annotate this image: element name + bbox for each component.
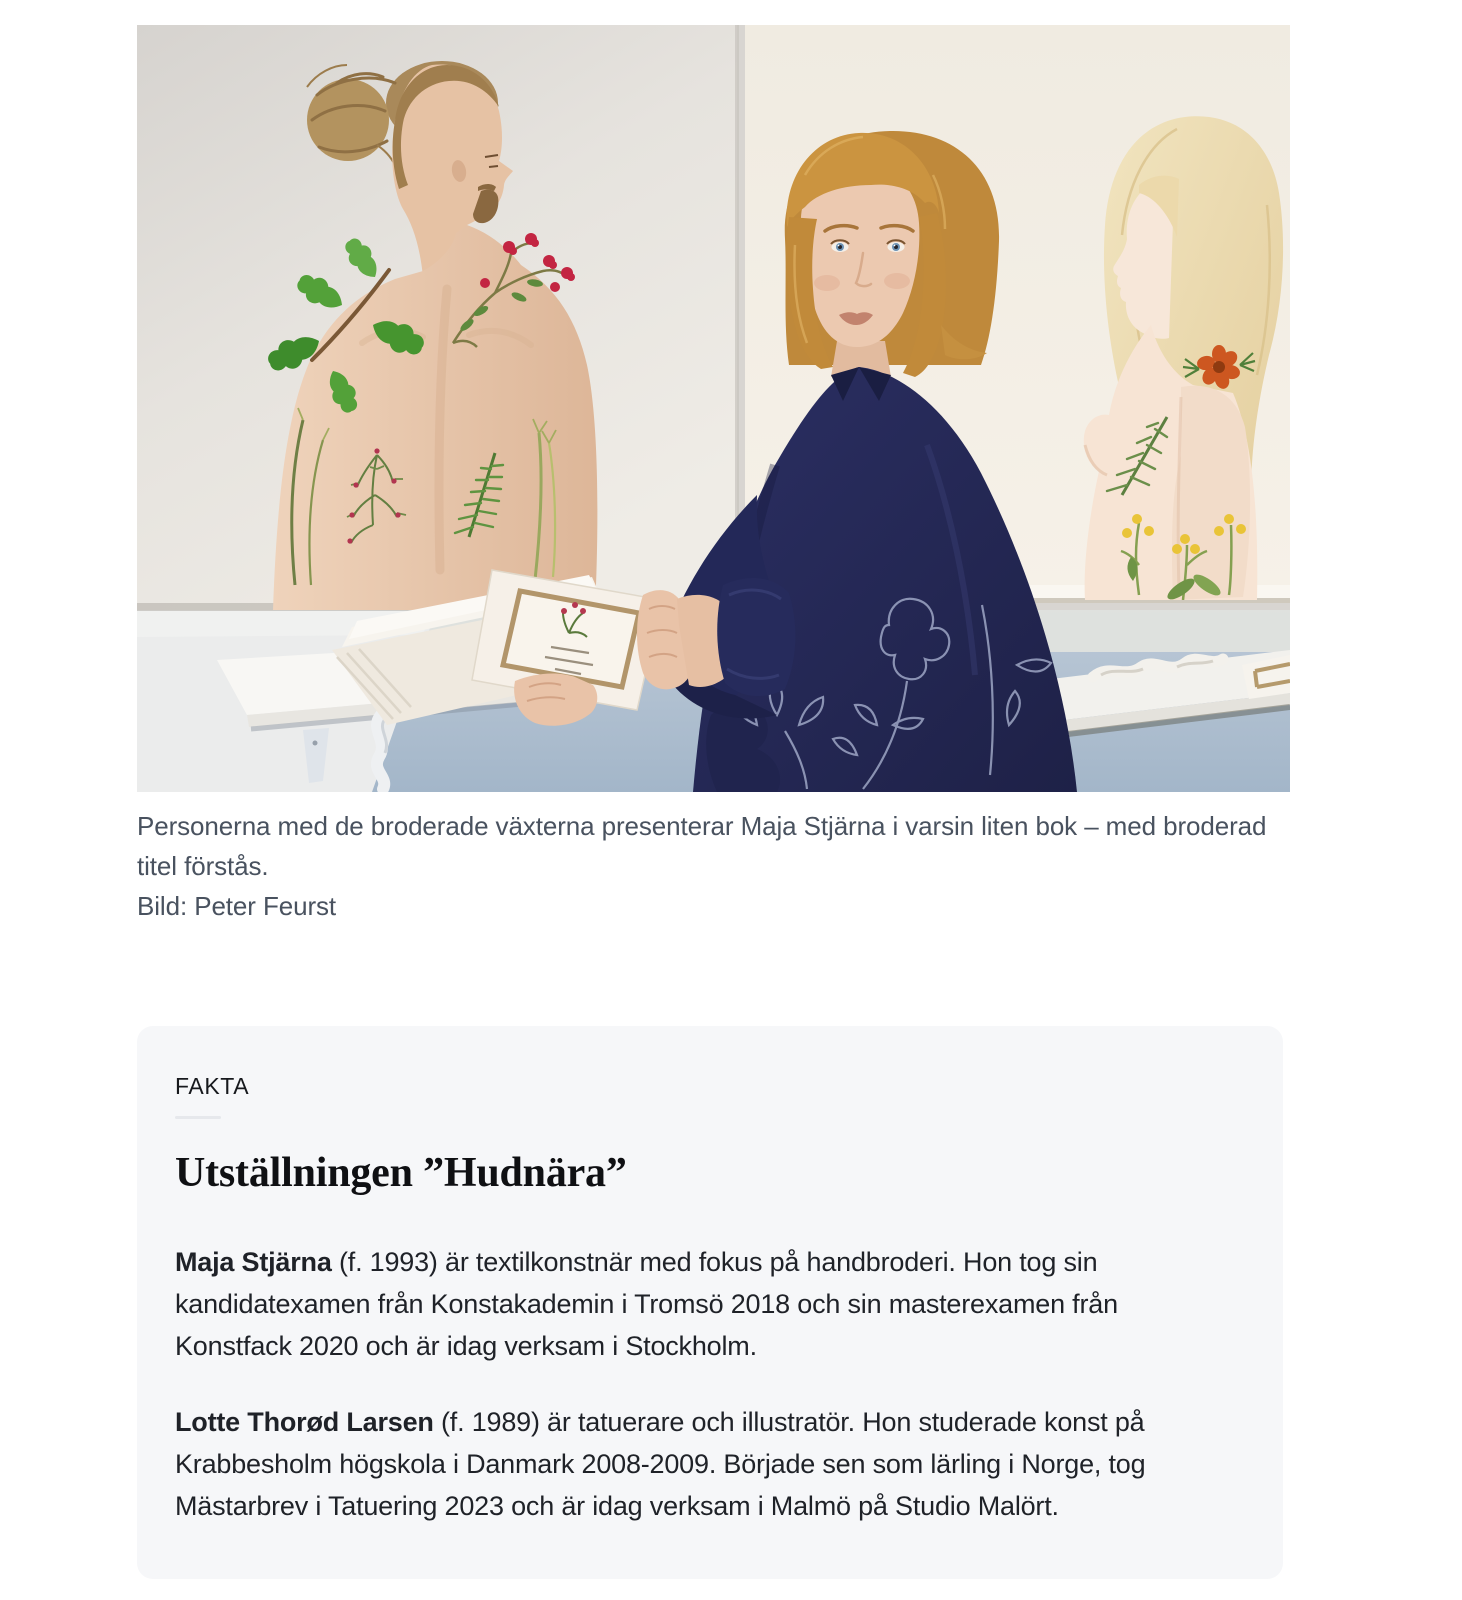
photo-caption: Personerna med de broderade växterna presenterar Maja Stjärna i varsin liten bok – med broderad titel förstås. <box>137 811 1267 881</box>
factbox-kicker: FAKTA <box>175 1073 250 1099</box>
photo-caption-block <box>137 806 1290 926</box>
factbox-paragraph <box>175 1401 1231 1527</box>
article-content <box>137 25 1290 1579</box>
factbox-paragraph-lead: Maja Stjärna <box>175 1247 332 1277</box>
article-figure <box>137 25 1290 926</box>
factbox-title: Utställningen ”Hudnära” <box>175 1150 627 1196</box>
factbox-paragraph-lead: Lotte Thorød Larsen <box>175 1407 434 1437</box>
man-artwork-panel <box>137 25 739 611</box>
gallery-photo-illustration <box>137 25 1290 792</box>
factbox-paragraph-text: (f. 1989) är tatuerare och illustratör. Hon studerade konst på Krabbesholm högskola i Danmark 2008-2009. Började sen som lärling i Norge, tog Mästarbrev i Tatuering 2023 och är idag verksam i Malmö på Studio Malört. <box>175 1407 1146 1521</box>
factbox <box>137 1026 1283 1579</box>
factbox-paragraph-text: (f. 1993) är textilkonstnär med fokus på handbroderi. Hon tog sin kandidatexamen från Konstakademin i Tromsö 2018 och sin masterexamen från Konstfack 2020 och är idag verksam i Stockholm. <box>175 1247 1118 1361</box>
photo-credit: Bild: Peter Feurst <box>137 891 337 921</box>
factbox-paragraph <box>175 1241 1231 1367</box>
article-photo <box>137 25 1290 792</box>
factbox-divider <box>175 1116 221 1119</box>
